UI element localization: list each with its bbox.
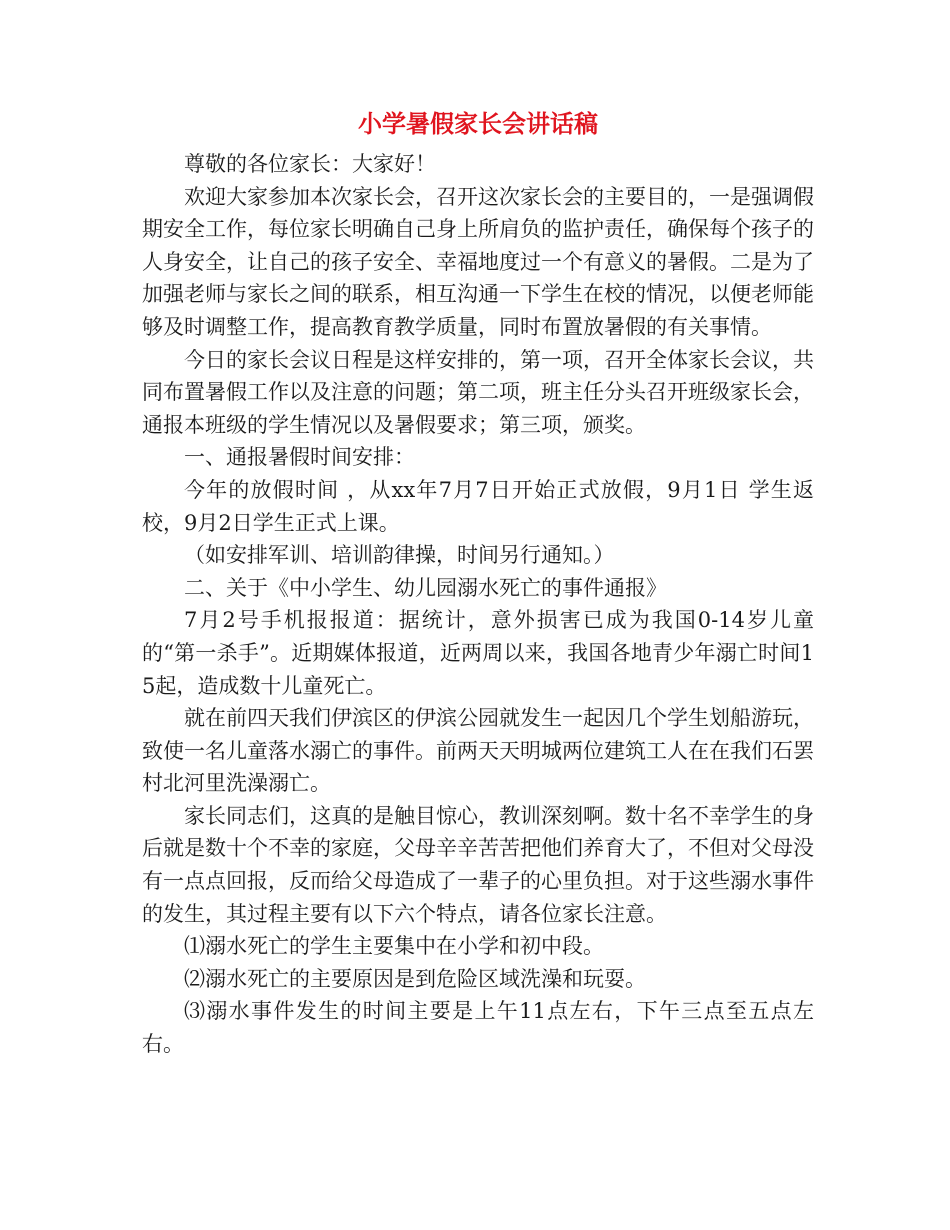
paragraph-training-note: （如安排军训、培训韵律操，时间另行通知。） [184, 543, 615, 568]
list-item-feature-3: ⑶溺水事件发生的时间主要是上午11点左右，下午三点至五点左右。 [142, 999, 814, 1057]
paragraph-news-report: 7月2号手机报报道：据统计，意外损害已成为我国0-14岁儿童的“第一杀手”。近期媒体报道，近两周以来，我国各地青少年溺亡时间15起，造成数十儿童死亡。 [142, 608, 814, 698]
paragraph-purpose: 欢迎大家参加本次家长会，召开这次家长会的主要目的，一是强调假期安全工作，每位家长明确自己身上所肩负的监护责任，确保每个孩子的人身安全，让自己的孩子安全、幸福地度过一个有意义的暑假。二是为了加强老师与家长之间的联系，相互沟通一下学生在校的情况，以便老师能够及时调整工作，提高教育教学质量，同时布置放暑假的有关事情。 [142, 184, 814, 339]
paragraph-holiday-dates: 今年的放假时间 ，从xx年7月7日开始正式放假，9月1日 学生返校，9月2日学生正式上课。 [142, 477, 814, 535]
paragraph-parents-warning: 家长同志们，这真的是触目惊心，教训深刻啊。数十名不幸学生的身后就是数十个不幸的家庭，父母辛辛苦苦把他们养育大了，不但对父母没有一点点回报，反而给父母造成了一辈子的心里负担。对于这些溺水事件的发生，其过程主要有以下六个特点，请各位家长注意。 [142, 803, 814, 926]
section-heading-schedule: 一、通报暑假时间安排： [184, 445, 415, 470]
paragraph-agenda: 今日的家长会议日程是这样安排的，第一项，召开全体家长会议，共同布置暑假工作以及注意的问题；第二项，班主任分头召开班级家长会，通报本班级的学生情况以及暑假要求；第三项，颁奖。 [142, 347, 814, 437]
list-item-feature-2: ⑵溺水死亡的主要原因是到危险区域洗澡和玩耍。 [184, 966, 646, 991]
section-heading-drowning-report: 二、关于《中小学生、幼儿园溺水死亡的事件通报》 [184, 575, 667, 600]
paragraph-greeting: 尊敬的各位家长：大家好！ [184, 152, 436, 176]
document-page [142, 104, 814, 1061]
paragraph-local-incidents: 就在前四天我们伊滨区的伊滨公园就发生一起因几个学生划船游玩，致使一名儿童落水溺亡的事件。前两天天明城两位建筑工人在在我们石罢村北河里洗澡溺亡。 [142, 706, 814, 796]
document-title: 小学暑假家长会讲话稿 [358, 109, 598, 138]
document-body [142, 148, 814, 1061]
list-item-feature-1: ⑴溺水死亡的学生主要集中在小学和初中段。 [184, 934, 604, 959]
